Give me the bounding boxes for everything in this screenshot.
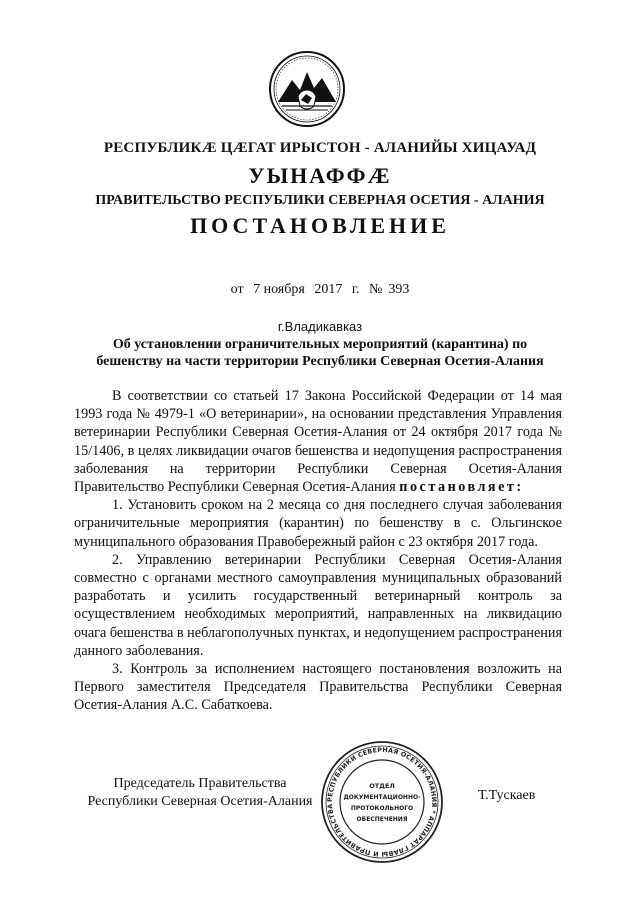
item-2-paragraph: 2. Управлению ветеринарии Республики Северная Осетия-Алания совместно с органами местного самоуправления муниципальных образований разработать и усилить государственный ветеринарный контроль за осуществлением необходимых мероприятий, направленных на ликвидацию очага бешенства в неблагополучных пунктах, и недопущением распространения данного заболевания. [74,551,562,659]
decree-word: постановляет: [399,479,524,496]
city-name: г.Владикавказ [277,319,363,334]
document-type-title: ПОСТАНОВЛЕНИЕ [190,213,450,238]
stamp-center-line1: ОТДЕЛ [369,782,395,790]
intro-text: В соответствии со статьей 17 Закона Российской Федерации от 14 мая 1993 года № 4979-1 «О ветеринарии», на основании представления Управления ветеринарии Республики Северная Осетия-Алания от 24 октября 2017 года № 15/1406, в целях ликвидации очагов бешенства и недопущения распространения заболевания на территории Республики Северная Осетия-Алания Правительство Республики Северная Осетия-Алания [74,388,562,496]
header-government: ПРАВИТЕЛЬСТВО РЕСПУБЛИКИ СЕВЕРНАЯ ОСЕТИЯ - АЛАНИЯ [95,193,545,208]
intro-paragraph [74,387,562,496]
coat-of-arms-icon [268,50,346,128]
signatory-position-line2: Республики Северная Осетия-Алания [87,794,313,809]
number-label: № [368,282,383,297]
signatory-position-line1: Председатель Правительства [113,776,287,791]
decree-body [74,387,562,715]
decree-title: Об установлении ограничительных мероприятий (карантина) по бешенству на части территории Республики Северная Осетия-Алания [96,337,544,369]
stamp-ring-text: РЕСПУБЛИКИ СЕВЕРНАЯ ОСЕТИЯ-АЛАНИЯ * АППАРАТ ГЛАВЫ И ПРАВИТЕЛЬСТВА [325,745,439,859]
header-decree-ossetian: УЫНАФФÆ [248,163,392,188]
item-3-paragraph: 3. Контроль за исполнением настоящего постановления возложить на Первого заместителя Председателя Правительства Республики Северная Осетия-Алания А.С. Сабаткоева. [74,661,562,714]
date-year: 2017 [314,282,343,297]
signatory-name: Т.Тускаев [478,788,536,803]
header-republic-ossetian: РЕСПУБЛИКÆ ЦÆГАТ ИРЫСТОН - АЛАНИЙЫ ХИЦАУАД [103,140,537,156]
document-number: 393 [388,282,410,297]
stamp-center-line4: ОБЕСПЕЧЕНИЯ [356,816,408,823]
date-value: 7 ноября [253,282,305,297]
date-prefix: от [230,282,244,297]
stamp-center-line2: ДОКУМЕНТАЦИОННО- [343,794,421,801]
date-number-line [0,282,640,298]
date-year-suffix: г. [351,282,360,297]
item-1-paragraph: 1. Установить сроком на 2 месяца со дня последнего случая заболевания ограничительные мероприятия (карантин) по бешенству в с. Ольгинское муниципального образования Правобережный район с 23 октября 2017 года. [74,497,562,550]
official-stamp [320,740,444,864]
signatory-position [75,775,325,811]
stamp-center-line3: ПРОТОКОЛЬНОГО [350,805,414,812]
